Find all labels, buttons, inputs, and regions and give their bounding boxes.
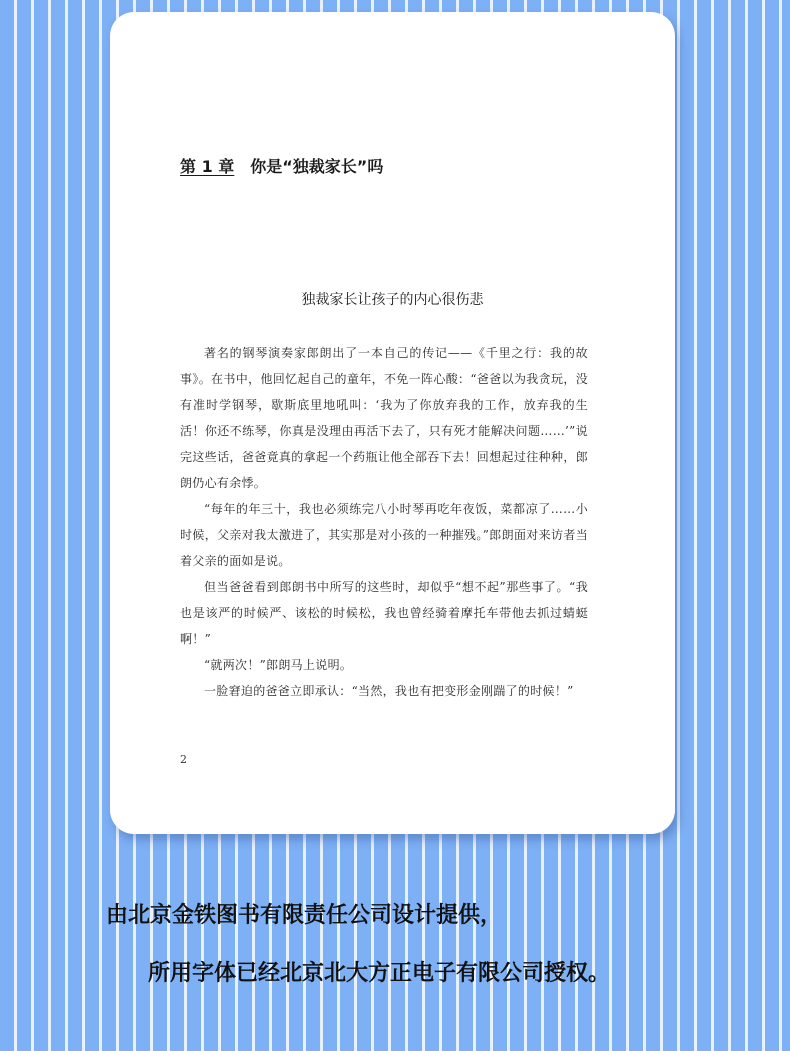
- paragraph: 著名的钢琴演奏家郎朗出了一本自己的传记——《千里之行：我的故事》。在书中，他回忆起自己的童年，不免一阵心酸：“爸爸以为我贪玩，没有准时学钢琴，歇斯底里地吼叫：‘我为了你放弃我的工作，放弃我的生活！你还不练琴，你真是没理由再活下去了，只有死才能解决问题……’”说完这些话，爸爸竟真的拿起一个药瓶让他全部吞下去！回想起过往种种，郎朗仍心有余悸。: [180, 346, 588, 490]
- paragraph: “每年的年三十，我也必须练完八小时琴再吃年夜饭，菜都凉了……小时候，父亲对我太激进了，其实那是对小孩的一种摧残。”郎朗面对来访者当着父亲的面如是说。: [180, 502, 588, 568]
- paragraph: 但当爸爸看到郎朗书中所写的这些时，却似乎“想不起”那些事了。“我也是该严的时候严、该松的时候松，我也曾经骑着摩托车带他去抓过蜻蜓啊！”: [180, 580, 588, 646]
- chapter-number: 第 1 章: [180, 157, 235, 176]
- section-title: 独裁家长让孩子的内心很伤悲: [301, 292, 484, 308]
- paragraph: 一脸窘迫的爸爸立即承认：“当然，我也有把变形金刚踹了的时候！”: [204, 684, 574, 698]
- credit-line-font-license: 所用字体已经北京北大方正电子有限公司授权。: [148, 960, 611, 986]
- chapter-heading: [180, 154, 383, 177]
- book-page-card: [110, 12, 675, 834]
- page-number: 2: [180, 753, 187, 766]
- credit-line-design: 由北京金铁图书有限责任公司设计提供，: [106, 902, 503, 928]
- paragraph: “就两次！”郎朗马上说明。: [204, 658, 353, 672]
- chapter-title: 你是“独裁家长”吗: [250, 157, 384, 176]
- body-text: [180, 340, 588, 704]
